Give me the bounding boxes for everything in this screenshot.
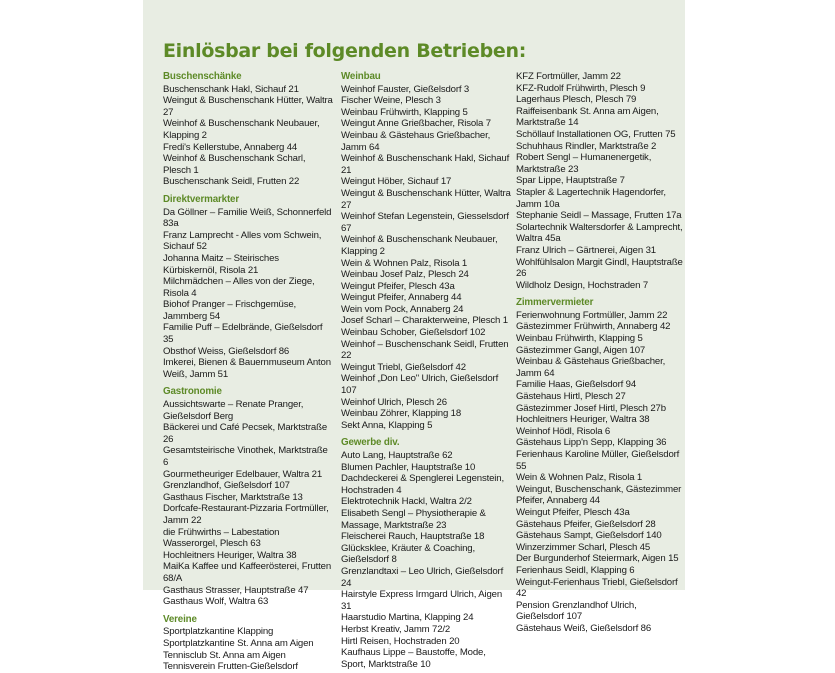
business-entry: Da Göllner – Familie Weiß, Schonnerfeld 83a [163, 206, 332, 230]
business-entry: Grenzlandtaxi – Leo Ulrich, Gießelsdorf 24 [341, 565, 504, 589]
business-entry: Kaufhaus Lippe – Baustoffe, Mode, Sport, Marktstraße 10 [341, 647, 486, 670]
business-entry: Weinhof & Buschenschank Neubauer, Klapping 2 [163, 118, 320, 141]
business-entry: Weinhof & Buschenschank Hakl, Sichauf 21 [341, 153, 510, 176]
business-entry: Robert Sengl – Humanenergetik, Marktstraße 23 [516, 152, 652, 175]
section-heading: Buschenschänke [163, 71, 242, 82]
business-entry: Pension Grenzlandhof Ulrich, Gießelsdorf 107 [516, 599, 637, 623]
business-entry: Weingut Anne Grießbacher, Risola 7 [341, 118, 491, 130]
business-entry: Weinhof & Buschenschank Neubauer, Klapping 2 [341, 234, 498, 257]
business-entry: Fredi's Kellerstube, Annaberg 44 [163, 141, 298, 153]
page-title: Einlösbar bei folgenden Betrieben: [163, 40, 527, 62]
business-entry: Hirtl Reisen, Hochstraden 20 [341, 635, 460, 647]
business-entry: Weingut & Buschenschank Hütter, Waltra 27 [163, 95, 333, 118]
business-entry: Weinbau Frühwirth, Klapping 5 [516, 333, 643, 345]
business-entry: Familie Haas, Gießelsdorf 94 [516, 379, 637, 391]
business-entry: Weinbau & Gästehaus Grießbacher, Jamm 64 [516, 356, 666, 379]
column-3 [516, 71, 684, 635]
business-entry: Johanna Maitz – Steirisches Kürbiskernöl, Risola 21 [163, 252, 279, 276]
business-entry: Weingut Triebl, Gießelsdorf 42 [341, 361, 466, 373]
business-entry: Haarstudio Martina, Klapping 24 [341, 612, 474, 624]
business-entry: Weingut, Buschenschank, Gästezimmer Pfeifer, Annaberg 44 [516, 483, 682, 507]
business-entry: Spar Lippe, Hauptstraße 7 [516, 175, 625, 187]
business-entry: Herbst Kreativ, Jamm 72/2 [341, 623, 451, 635]
business-entry: Hairstyle Express Irmgard Ulrich, Aigen 31 [341, 589, 503, 612]
business-entry: Tennisverein Frutten-Gießelsdorf [163, 661, 298, 673]
business-entry: Gästehaus Pfeifer, Gießelsdorf 28 [516, 518, 656, 530]
business-entry: Gasthaus Fischer, Marktstraße 13 [163, 491, 303, 503]
business-entry: Gesamtsteirische Vinothek, Marktstraße 6 [163, 445, 328, 468]
business-entry: Weinbau Josef Palz, Plesch 24 [341, 269, 469, 281]
section-heading: Vereine [163, 613, 197, 625]
business-entry: Imkerei, Bienen & Bauernmuseum Anton Weiß, Jamm 51 [163, 357, 331, 380]
business-entry: Weinhof Fauster, Gießelsdorf 3 [341, 83, 470, 95]
business-entry: Auto Lang, Hauptstraße 62 [341, 450, 453, 461]
business-entry: MaiKa Kaffee und Kaffeerösterei, Frutten 68/A [163, 561, 332, 584]
business-entry: Gourmetheuriger Edelbauer, Waltra 21 [163, 468, 323, 480]
business-entry: Sekt Anna, Klapping 5 [341, 419, 433, 431]
business-entry: Elektrotechnik Hackl, Waltra 2/2 [341, 496, 472, 508]
business-entry: Weingut-Ferienhaus Triebl, Gießelsdorf 42 [516, 576, 678, 600]
business-entry: Grenzlandhof, Gießelsdorf 107 [163, 480, 290, 492]
business-entry: Biohof Pranger – Frischgemüse, Jammberg 54 [163, 299, 297, 322]
business-entry: Ferienhaus Karoline Müller, Gießelsdorf 55 [516, 449, 680, 472]
business-entry: Weingut Pfeifer, Annaberg 44 [341, 292, 462, 304]
business-entry: Weinhof & Buschenschank Scharl, Plesch 1 [163, 153, 306, 176]
business-entry: Weinbau Frühwirth, Klapping 5 [341, 106, 468, 118]
business-entry: Winzerzimmer Scharl, Plesch 45 [516, 541, 651, 553]
business-entry: Gästezimmer Gangl, Aigen 107 [516, 344, 646, 356]
section-heading: Zimmervermieter [516, 297, 594, 309]
business-entry: Obsthof Weiss, Gießelsdorf 86 [163, 345, 290, 357]
business-entry: Elisabeth Sengl – Physiotherapie & Massage, Marktstraße 23 [341, 507, 486, 531]
business-entry: Raiffeisenbank St. Anna am Aigen, Marktstraße 14 [516, 105, 659, 129]
business-entry: Schuhhaus Rindler, Marktstraße 2 [516, 140, 657, 152]
business-entry: Gästehaus Weiß, Gießelsdorf 86 [516, 622, 652, 634]
business-entry: Gästezimmer Josef Hirtl, Plesch 27b [516, 402, 666, 414]
business-entry: Weinhof „Don Leo" Ulrich, Gießelsdorf 107 [341, 373, 499, 397]
business-entry: Lagerhaus Plesch, Plesch 79 [516, 94, 637, 106]
section-heading: Weinbau [341, 71, 381, 82]
business-entry: Hochleitners Heuriger, Waltra 38 [516, 414, 650, 426]
business-entry: Blumen Pachler, Hauptstraße 10 [341, 461, 476, 473]
business-entry: Gasthaus Strasser, Hauptstraße 47 [163, 584, 309, 596]
business-entry: Josef Scharl – Charakterweine, Plesch 1 [341, 315, 508, 327]
business-entry: Weinhof Stefan Legenstein, Giesselsdorf 67 [341, 211, 509, 234]
business-entry: Tennisclub St. Anna am Aigen [163, 649, 286, 661]
business-entry: Stephanie Seidl – Massage, Frutten 17a [516, 210, 682, 222]
business-entry: Hochleitners Heuriger, Waltra 38 [163, 549, 297, 561]
business-entry: Weinbau & Gästehaus Grießbacher, Jamm 64 [341, 129, 491, 153]
business-entry: Weingut & Buschenschank Hütter, Waltra 27 [341, 187, 511, 211]
business-entry: Sportplatzkantine Klapping [163, 626, 274, 638]
business-entry: Milchmädchen – Alles von der Ziege, Risola 4 [163, 276, 315, 299]
business-entry: Weingut Höber, Sichauf 17 [341, 176, 452, 188]
business-entry: Weinbau Schober, Gießelsdorf 102 [341, 327, 486, 339]
business-entry: Weinhof Ulrich, Plesch 26 [341, 396, 447, 408]
column-2 [341, 71, 511, 670]
business-entry: Buschenschank Hakl, Sichauf 21 [163, 83, 299, 95]
business-entry: Gästehaus Lipp'n Sepp, Klapping 36 [516, 437, 667, 449]
business-entry: Familie Puff – Edelbrände, Gießelsdorf 35 [163, 322, 323, 346]
business-entry: Gästehaus Hirtl, Plesch 27 [516, 391, 626, 403]
business-entry: Sportplatzkantine St. Anna am Aigen [163, 637, 314, 649]
business-entry: Fischer Weine, Plesch 3 [341, 95, 441, 107]
business-entry: Wein vom Pock, Annaberg 24 [341, 303, 464, 315]
business-entry: Gästezimmer Frühwirth, Annaberg 42 [516, 321, 671, 333]
business-entry: Dachdeckerei & Spenglerei Legenstein, Hochstraden 4 [341, 473, 504, 496]
business-entry: Glücksklee, Kräuter & Coaching, Gießelsdorf 8 [341, 542, 475, 566]
business-entry: Gästehaus Sampt, Gießelsdorf 140 [516, 530, 662, 542]
business-entry: Ferienhaus Seidl, Klapping 6 [516, 564, 635, 576]
business-entry: Wildholz Design, Hochstraden 7 [516, 279, 649, 291]
business-entry: Weingut Pfeifer, Plesch 43a [516, 506, 630, 518]
business-entry: KFZ-Rudolf Frühwirth, Plesch 9 [516, 82, 646, 94]
business-entry: Stapler & Lagertechnik Hagendorfer, Jamm 10a [516, 186, 666, 210]
business-entry: Ferienwohnung Fortmüller, Jamm 22 [516, 309, 668, 321]
business-entry: Der Burgunderhof Steiermark, Aigen 15 [516, 553, 679, 565]
business-entry: Weingut Pfeifer, Plesch 43a [341, 280, 455, 292]
business-entry: Bäckerei und Café Pecsek, Marktstraße 26 [163, 422, 328, 445]
business-entry: Franz Ulrich – Gärtnerei, Aigen 31 [516, 244, 656, 256]
business-entry: Dorfcafe-Restaurant-Pizzaria Fortmüller, Jamm 22 [163, 503, 329, 526]
business-entry: Weinbau Zöhrer, Klapping 18 [341, 408, 462, 420]
business-entry: Weinhof Hödl, Risola 6 [516, 425, 611, 437]
business-entry: Fleischerei Rauch, Hauptstraße 18 [341, 531, 485, 543]
business-entry: KFZ Fortmüller, Jamm 22 [516, 71, 621, 82]
business-entry: Wein & Wohnen Palz, Risola 1 [341, 257, 468, 269]
section-heading: Direktvermarkter [163, 193, 240, 205]
business-entry: die Frühwirths – Labestation Wasserorgel, Plesch 63 [163, 526, 280, 550]
business-entry: Solartechnik Waltersdorfer & Lamprecht, Waltra 45a [516, 221, 683, 245]
business-entry: Wohlfühlsalon Margit Gindl, Hauptstraße 26 [516, 256, 683, 280]
business-entry: Franz Lamprecht - Alles vom Schwein, Sichauf 52 [163, 229, 322, 253]
column-1 [163, 71, 335, 673]
business-entry: Schöllauf Installationen OG, Frutten 75 [516, 128, 676, 140]
business-entry: Weinhof – Buschenschank Seidl, Frutten 22 [341, 338, 509, 362]
business-entry: Gasthaus Wolf, Waltra 63 [163, 596, 269, 608]
section-heading: Gastronomie [163, 386, 222, 398]
business-entry: Wein & Wohnen Palz, Risola 1 [516, 472, 643, 484]
section-heading: Gewerbe div. [341, 437, 400, 449]
business-entry: Buschenschank Seidl, Frutten 22 [163, 176, 300, 188]
business-entry: Aussichtswarte – Renate Pranger, Gießelsdorf Berg [163, 399, 304, 422]
